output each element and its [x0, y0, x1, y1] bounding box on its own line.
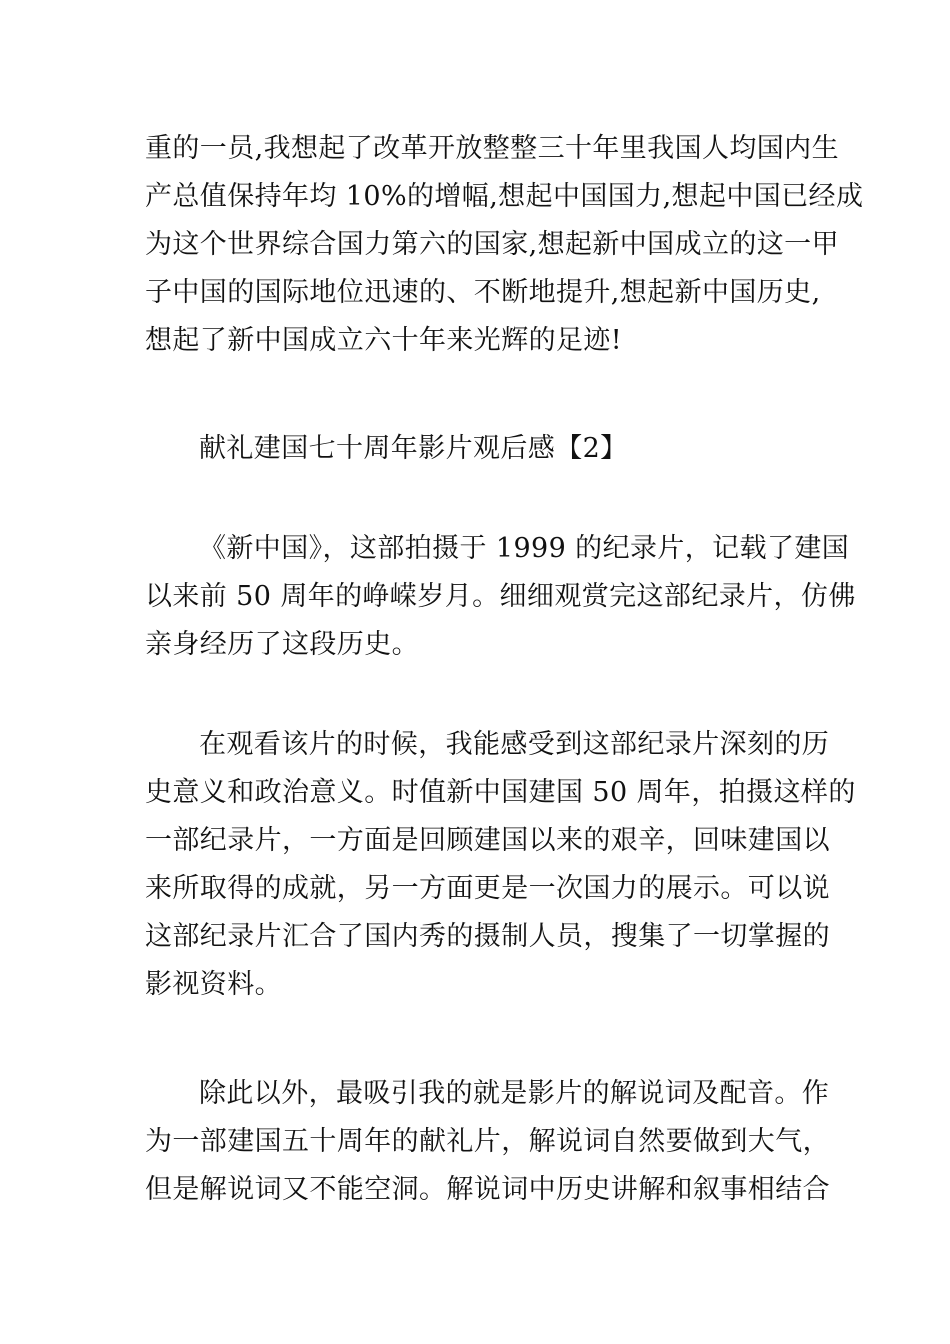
text-line: 除此以外，最吸引我的就是影片的解说词及配音。作: [199, 1078, 830, 1109]
paragraph-2: [145, 525, 856, 669]
text-line: 为这个世界综合国力第六的国家,想起新中国成立的这一甲: [145, 229, 839, 260]
text-line: 影视资料。: [145, 969, 282, 1000]
text-line: 亲身经历了这段历史。: [145, 629, 419, 660]
section-heading: [145, 425, 810, 473]
text-line: 来所取得的成就，另一方面更是一次国力的展示。可以说: [145, 873, 830, 904]
text-line: 史意义和政治意义。时值新中国建国 50 周年，拍摄这样的: [145, 777, 856, 808]
text-line: 重的一员,我想起了改革开放整整三十年里我国人均国内生: [145, 133, 839, 164]
paragraph-4: [145, 1070, 830, 1214]
text-line: 想起了新中国成立六十年来光辉的足迹!: [145, 325, 623, 356]
paragraph-1: [145, 125, 864, 365]
text-line: 但是解说词又不能空洞。解说词中历史讲解和叙事相结合: [145, 1174, 830, 1205]
text-line: 在观看该片的时候，我能感受到这部纪录片深刻的历: [199, 729, 830, 760]
text-line: 《新中国》，这部拍摄于 1999 的纪录片，记载了建国: [199, 533, 850, 564]
heading-text: 献礼建国七十周年影片观后感【2】: [199, 433, 628, 464]
text-line: 产总值保持年均 10%的增幅,想起中国国力,想起中国已经成: [145, 181, 864, 212]
text-line: 子中国的国际地位迅速的、不断地提升,想起新中国历史,: [145, 277, 821, 308]
paragraph-3: [145, 721, 856, 1009]
text-line: 为一部建国五十周年的献礼片，解说词自然要做到大气，: [145, 1126, 830, 1157]
text-line: 一部纪录片，一方面是回顾建国以来的艰辛，回味建国以: [145, 825, 830, 856]
text-line: 以来前 50 周年的峥嵘岁月。细细观赏完这部纪录片，仿佛: [145, 581, 856, 612]
text-line: 这部纪录片汇合了国内秀的摄制人员，搜集了一切掌握的: [145, 921, 830, 952]
